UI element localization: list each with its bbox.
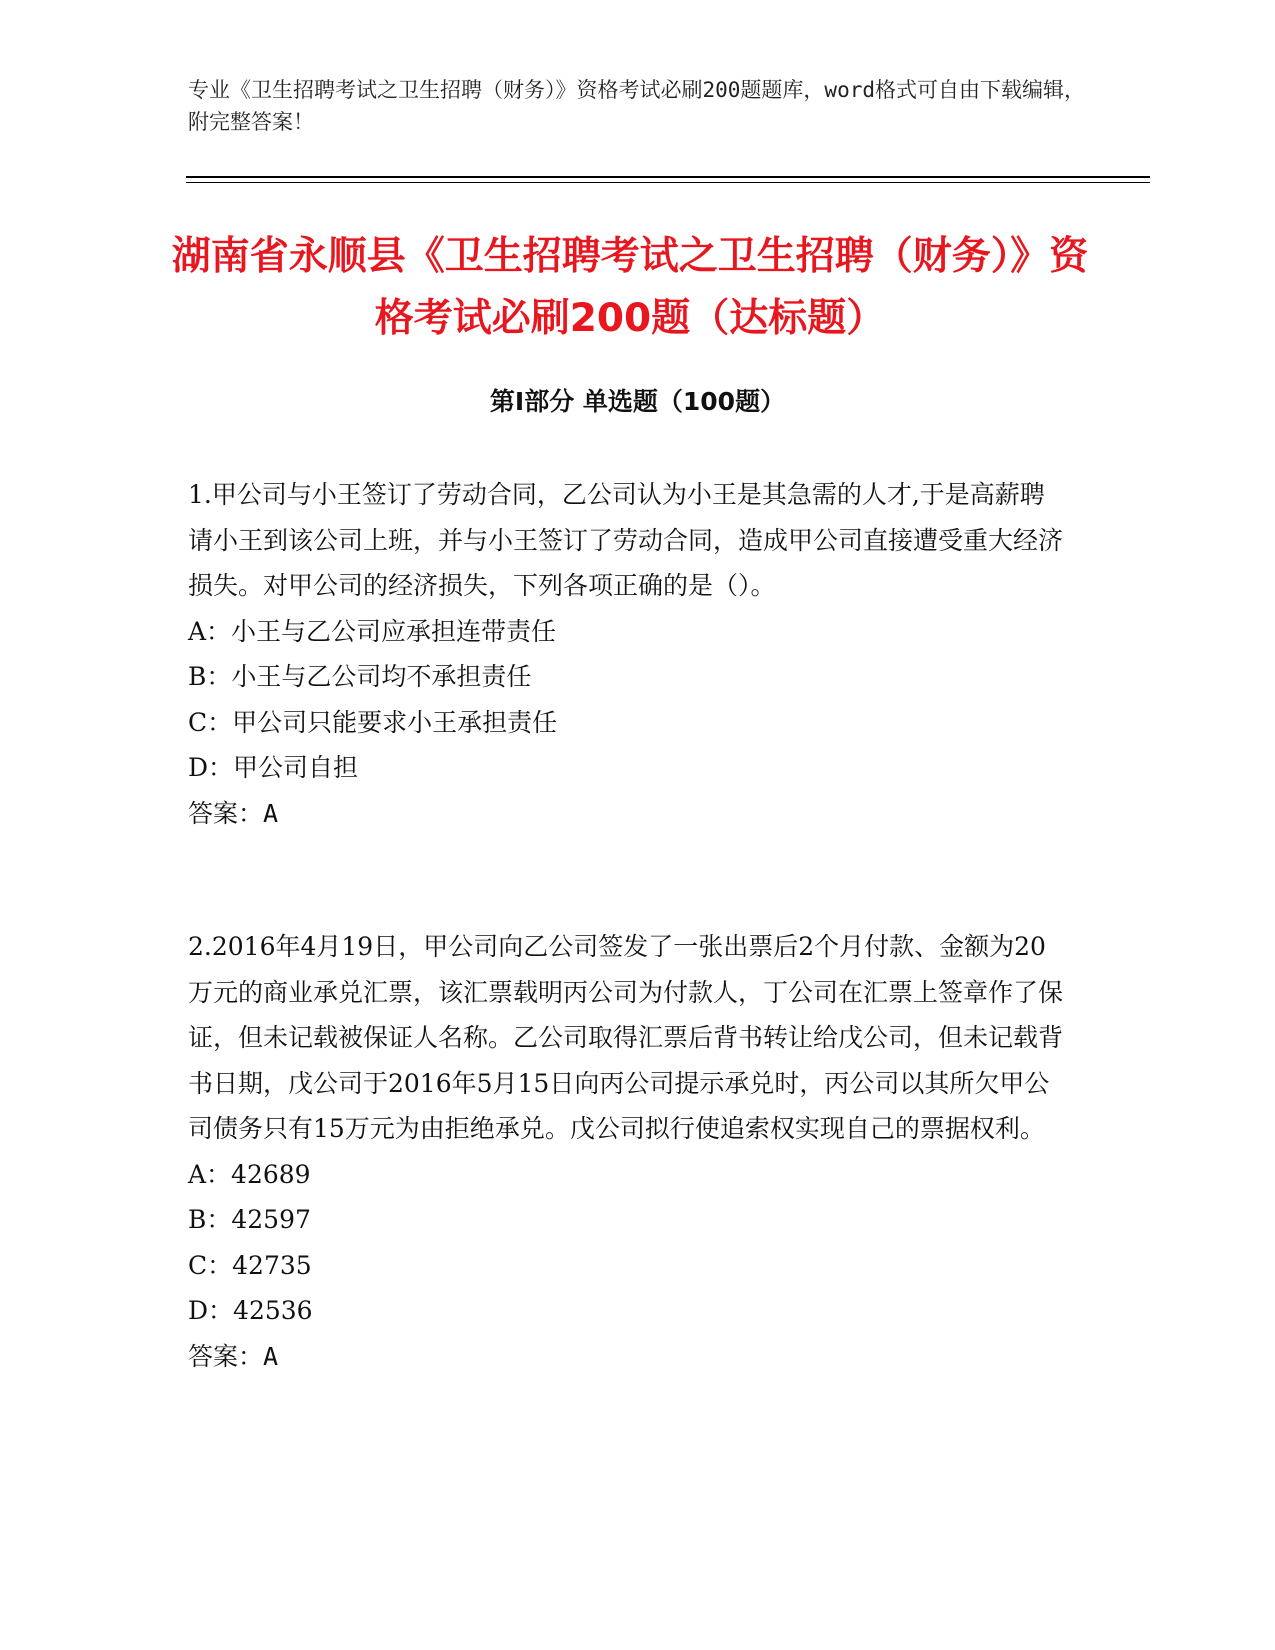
answer-line [188, 791, 1068, 837]
answer-line [188, 1334, 1068, 1380]
document-title: 湖南省永顺县《卫生招聘考试之卫生招聘（财务）》资格考试必刷200题（达标题） [171, 234, 1089, 341]
question-stem: 2.2016年4月19日，甲公司向乙公司签发了一张出票后2个月付款、金额为20万元的商业承兑汇票，该汇票载明丙公司为付款人，丁公司在汇票上签章作了保证，但未记载被保证人名称。乙公司取得汇票后背书转让给戊公司，但未记载背书日期，戊公司于2016年5月15日向丙公司提示承兑时，丙公司以其所欠甲公司债务只有15万元为由拒绝承兑。戊公司拟行使追索权实现自己的票据权利。 [188, 932, 1064, 1143]
option-a: A：42689 [188, 1159, 311, 1189]
answer-value: A [263, 1341, 279, 1371]
answer-label: 答案： [188, 798, 264, 828]
header-divider-thin [186, 182, 1150, 183]
header-note: 专业《卫生招聘考试之卫生招聘（财务）》资格考试必刷200题题库，word格式可自由下载编辑，附完整答案！ [188, 78, 1085, 134]
question-2 [188, 924, 1068, 1379]
option-d: D：42536 [188, 1296, 313, 1325]
option-c: C：甲公司只能要求小王承担责任 [188, 707, 558, 737]
option-c: C：42735 [188, 1250, 312, 1280]
section-heading: 第Ⅰ部分 单选题（100题） [489, 387, 786, 416]
question-1 [188, 472, 1068, 836]
option-b: B：42597 [188, 1205, 311, 1234]
answer-value: A [263, 798, 279, 828]
option-b: B：小王与乙公司均不承担责任 [188, 662, 532, 691]
option-a: A：小王与乙公司应承担连带责任 [188, 616, 557, 646]
option-d: D：甲公司自担 [188, 753, 359, 782]
answer-label: 答案： [188, 1341, 264, 1371]
question-stem: 1.甲公司与小王签订了劳动合同，乙公司认为小王是其急需的人才,于是高薪聘请小王到该公司上班，并与小王签订了劳动合同，造成甲公司直接遭受重大经济损失。对甲公司的经济损失，下列各项正确的是（）。 [188, 480, 1064, 600]
header-divider-thick [186, 176, 1150, 178]
